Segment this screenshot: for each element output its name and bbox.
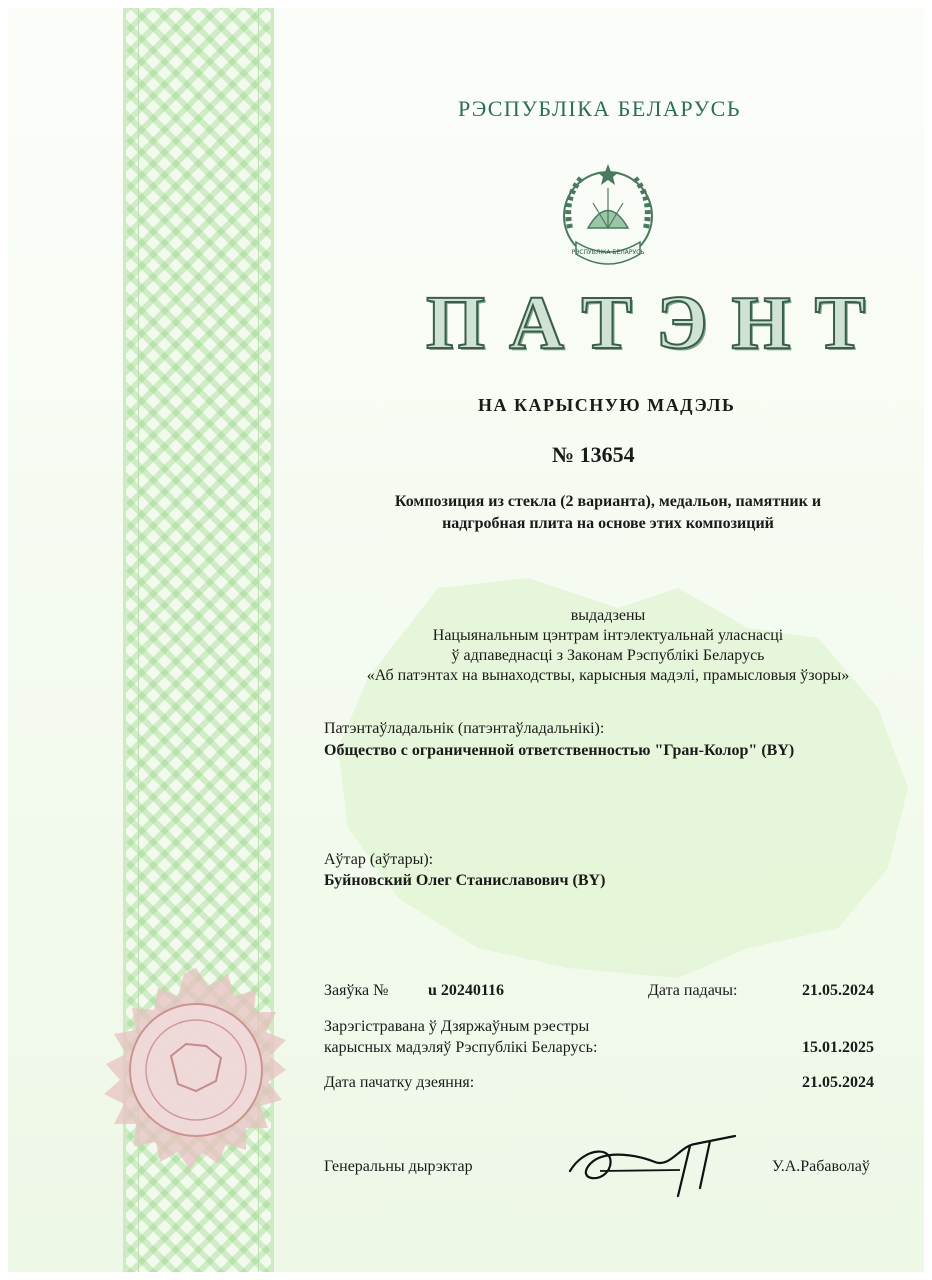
invention-title-line: Композиция из стекла (2 варианта), медальон, памятник и <box>394 493 822 510</box>
emblem-ribbon-text: РЭСПУБЛІКА БЕЛАРУСЬ <box>571 249 645 256</box>
validity-date: 21.05.2024 <box>802 1074 874 1091</box>
signatory-position: Генеральны дырэктар <box>324 1158 473 1175</box>
author-value: Буйновский Олег Станиславович (BY) <box>324 872 606 889</box>
official-seal-icon <box>86 966 306 1186</box>
registration-date: 15.01.2025 <box>802 1039 874 1056</box>
state-emblem-icon <box>548 158 668 278</box>
document-title: ПАТЭНТ <box>426 281 890 365</box>
patent-number: № 13654 <box>552 442 635 467</box>
filing-date-label: Дата падачы: <box>648 982 738 999</box>
author-label: Аўтар (аўтары): <box>324 851 434 868</box>
invention-title <box>298 491 918 535</box>
document-subtitle: НА КАРЫСНУЮ МАДЭЛЬ <box>478 395 736 415</box>
application-number: u 20240116 <box>428 982 505 999</box>
invention-title-line: надгробная плита на основе этих композиций <box>442 515 774 532</box>
issued-line: Нацыянальным цэнтрам інтэлектуальнай уласнасці <box>432 627 784 644</box>
owner-label: Патэнтаўладальнік (патэнтаўладальнікі): <box>324 720 605 737</box>
signatory-name: У.А.Рабаволаў <box>772 1158 870 1175</box>
owner-value: Общество с ограниченной ответственностью "Гран-Колор" (BY) <box>324 742 795 759</box>
issued-line: ў адпаведнасці з Законам Рэспублікі Беларусь <box>451 647 765 664</box>
registration-label-line1: Зарэгістравана ў Дзяржаўным рэестры <box>324 1018 590 1035</box>
republic-heading: РЭСПУБЛІКА БЕЛАРУСЬ <box>458 96 741 121</box>
application-label: Заяўка № <box>324 982 389 999</box>
issued-statement <box>298 606 918 686</box>
issued-line: выдадзены <box>570 607 646 624</box>
signature-icon <box>560 1126 745 1206</box>
registration-label-line2: карысных мадэляў Рэспублікі Беларусь: <box>324 1039 598 1056</box>
patent-sheet <box>8 8 924 1272</box>
filing-date: 21.05.2024 <box>802 982 874 999</box>
issued-line: «Аб патэнтах на вынаходствы, карысныя мадэлі, прамысловыя ўзоры» <box>366 667 850 684</box>
validity-label: Дата пачатку дзеяння: <box>324 1074 475 1091</box>
